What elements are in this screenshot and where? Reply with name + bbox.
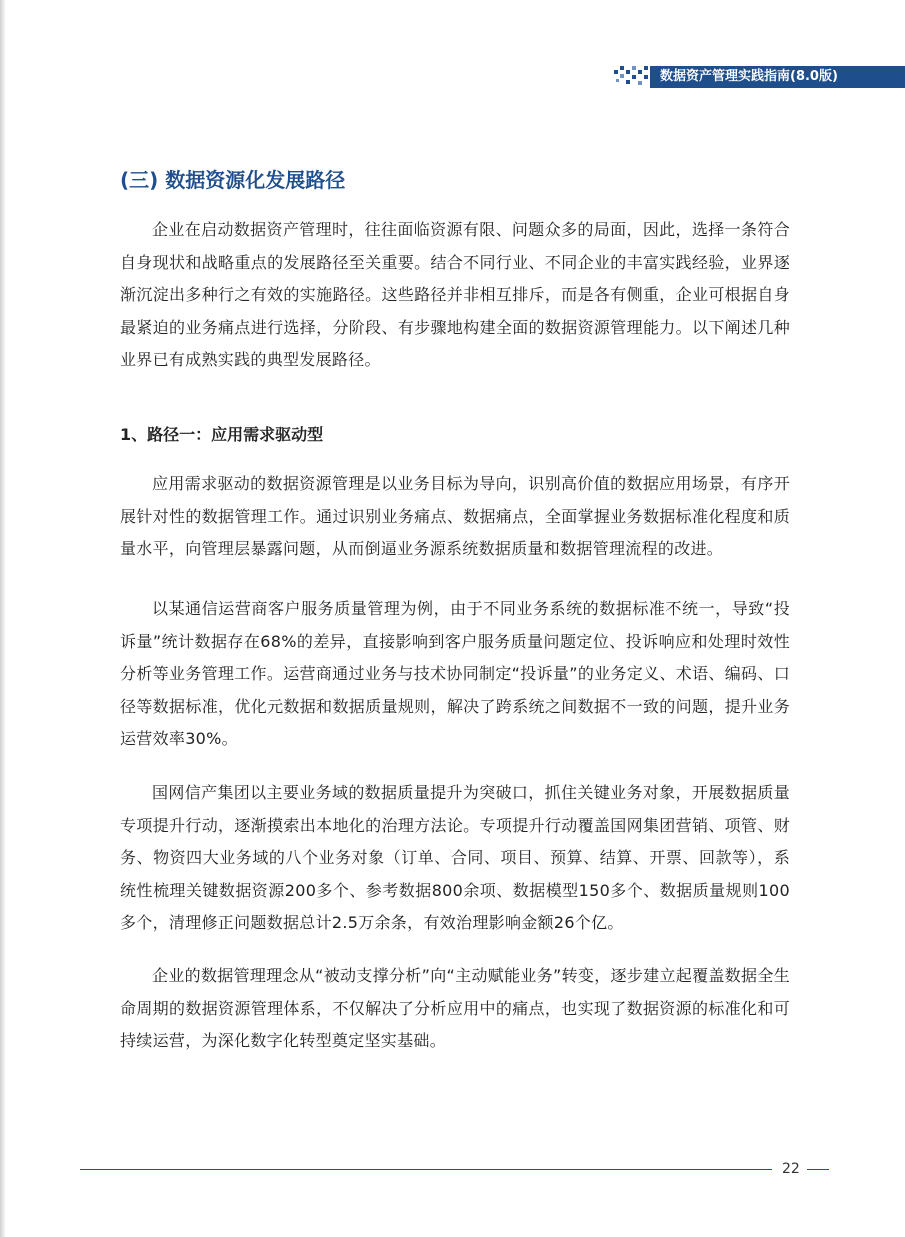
- state-grid-example-paragraph: 国网信产集团以主要业务域的数据质量提升为突破口，抓住关键业务对象，开展数据质量专项提升行动，逐渐摸索出本地化的治理方法论。专项提升行动覆盖国网集团营销、项管、财务、物资四大业务域的八个业务对象（订单、合同、项目、预算、结算、开票、回款等），系统性梳理关键数据资源200多个、参考数据800余项、数据模型150多个、数据质量规则100多个，清理修正问题数据总计2.5万余条，有效治理影响金额26个亿。: [120, 783, 790, 932]
- footer-divider-right: [807, 1169, 829, 1170]
- intro-paragraph: 企业在启动数据资产管理时，往往面临资源有限、问题众多的局面，因此，选择一条符合自身现状和战略重点的发展路径至关重要。结合不同行业、不同企业的丰富实践经验，业界逐渐沉淀出多种行之有效的实施路径。这些路径并非相互排斥，而是各有侧重，企业可根据自身最紧迫的业务痛点进行选择，分阶段、有步骤地构建全面的数据资源管理能力。以下阐述几种业界已有成熟实践的典型发展路径。: [120, 220, 790, 369]
- path-one-description-paragraph: 应用需求驱动的数据资源管理是以业务目标为导向，识别高价值的数据应用场景，有序开展针对性的数据管理工作。通过识别业务痛点、数据痛点，全面掌握业务数据标准化程度和质量水平，向管理层暴露问题，从而倒逼业务源系统数据质量和数据管理流程的改进。: [120, 474, 790, 558]
- header-banner: [612, 66, 905, 88]
- section-heading: (三) 数据资源化发展路径: [120, 168, 346, 192]
- footer-divider-left: [80, 1169, 772, 1170]
- conclusion-paragraph: 企业的数据管理理念从“被动支撑分析”向“主动赋能业务”转变，逐步建立起覆盖数据全生命周期的数据资源管理体系，不仅解决了分析应用中的痛点，也实现了数据资源的标准化和可持续运营，为深化数字化转型奠定坚实基础。: [120, 966, 790, 1050]
- header-title: 数据资产管理实践指南(8.0版): [650, 66, 905, 88]
- pixel-pattern-icon: [612, 66, 652, 88]
- telecom-example-paragraph: 以某通信运营商客户服务质量管理为例，由于不同业务系统的数据标准不统一，导致“投诉量”统计数据存在68%的差异，直接影响到客户服务质量问题定位、投诉响应和处理时效性分析等业务管理工作。运营商通过业务与技术协同制定“投诉量”的业务定义、术语、编码、口径等数据标准，优化元数据和数据质量规则，解决了跨系统之间数据不一致的问题，提升业务运营效率30%。: [120, 599, 790, 748]
- page-number: 22: [782, 1161, 800, 1177]
- path-one-subheading: 1、路径一：应用需求驱动型: [120, 425, 324, 444]
- page-edge-shadow: [0, 0, 6, 1237]
